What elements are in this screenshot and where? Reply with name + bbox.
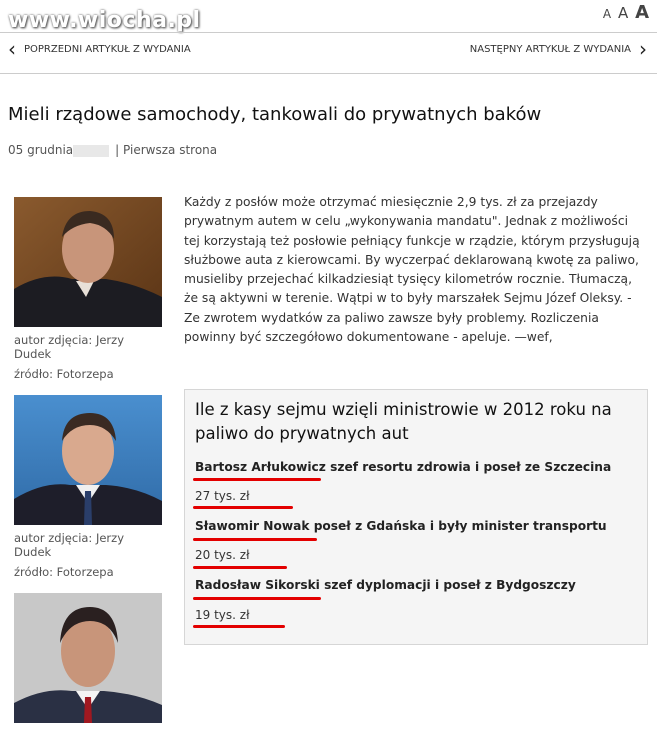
article-navigation <box>0 32 657 74</box>
meta-separator: | <box>115 143 120 157</box>
infobox-entry-name-3: Radosław Sikorski szef dyplomacji i poseł z Bydgoszczy <box>195 578 576 592</box>
photo-1-source: źródło: Fotorzepa <box>14 367 114 381</box>
site-watermark: www.wiocha.pl <box>8 8 201 33</box>
infobox-entry-name-1: Bartosz Arłukowicz szef resortu zdrowia i poseł ze Szczecina <box>195 460 612 474</box>
article-body: Każdy z posłów może otrzymać miesięcznie 2,9 tys. zł za przejazdy prywatnym autem w celu „wykonywania mandatu". Jednak z możliwości tej korzystają też posłowie pełniący funkcje w rządzie, którym przysługują służbowe auta z kierowcami. By wyczerpać deklarowaną kwotę za paliwo, musieliby przejechać kilkadziesiąt tysięcy kilometrów rocznie. Tłumaczą, że są aktywni w terenie. Wątpi w to były marszałek Sejmu Józef Oleksy. - Ze zwrotem wydatków za paliwo zawsze były problemy. Rozliczenia powinny być szczegółowo dokumentowane - apeluje. —wef, <box>184 195 640 345</box>
highlight-underline <box>193 506 293 509</box>
photo-1-caption <box>14 333 164 381</box>
article-date: 05 grudnia <box>8 143 74 157</box>
article-photo-2 <box>14 395 162 525</box>
infobox-entry-amount-3: 19 tys. zł <box>195 608 250 622</box>
infobox <box>184 389 648 645</box>
highlight-underline <box>193 478 321 481</box>
photo-1-author: autor zdjęcia: Jerzy Dudek <box>14 333 125 361</box>
article-photo-1 <box>14 197 162 327</box>
photo-2-source: źródło: Fotorzepa <box>14 565 114 579</box>
next-article-link[interactable] <box>469 37 647 61</box>
font-size-large-button[interactable]: A <box>635 2 649 23</box>
photo-2-caption <box>14 531 164 579</box>
blurred-year <box>73 145 109 157</box>
article-section-link[interactable]: Pierwsza strona <box>123 143 218 157</box>
highlight-underline <box>193 566 287 569</box>
next-article-label: NASTĘPNY ARTYKUŁ Z WYDANIA <box>469 44 631 55</box>
highlight-underline <box>193 538 317 541</box>
photo-2-author: autor zdjęcia: Jerzy Dudek <box>14 531 125 559</box>
article-meta <box>8 143 217 157</box>
infobox-title: Ile z kasy sejmu wzięli ministrowie w 2012 roku na paliwo do prywatnych aut <box>195 400 612 443</box>
article-title: Mieli rządowe samochody, tankowali do prywatnych baków <box>8 104 542 125</box>
font-size-medium-button[interactable]: A <box>617 4 629 22</box>
previous-article-link[interactable] <box>8 37 191 61</box>
chevron-left-icon: ‹ <box>8 37 16 61</box>
highlight-underline <box>193 597 321 600</box>
highlight-underline <box>193 625 285 628</box>
infobox-entry-name-2: Sławomir Nowak poseł z Gdańska i były minister transportu <box>195 519 607 533</box>
font-size-controls <box>600 2 649 23</box>
infobox-entry-amount-2: 20 tys. zł <box>195 548 250 562</box>
article-photo-3 <box>14 593 162 723</box>
font-size-small-button[interactable]: A <box>602 7 612 21</box>
previous-article-label: POPRZEDNI ARTYKUŁ Z WYDANIA <box>24 44 191 55</box>
chevron-right-icon: › <box>639 37 647 61</box>
infobox-entry-amount-1: 27 tys. zł <box>195 489 250 503</box>
